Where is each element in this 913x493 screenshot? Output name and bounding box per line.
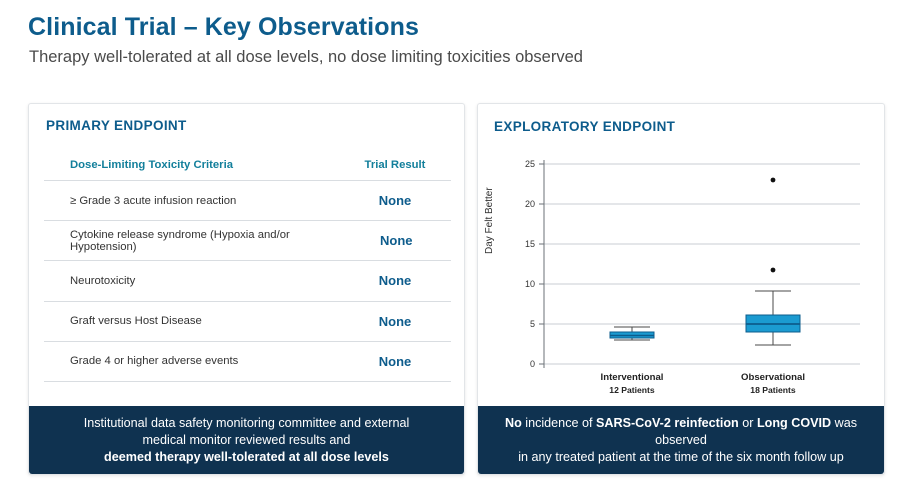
box-observational [746,178,800,345]
criteria-label: Cytokine release syndrome (Hypoxia and/or Hypotension) [70,228,290,253]
criteria-label: Neurotoxicity [70,274,136,287]
footer-line-2: in any treated patient at the time of the six month follow up [518,449,844,464]
footer-line-3: deemed therapy well-tolerated at all dose levels [104,449,389,464]
outlier-point [771,268,776,273]
svg-text:10: 10 [524,279,535,289]
footer-text-2: or [738,415,757,430]
table-header-row [44,159,451,181]
criteria-label: ≥ Grade 3 acute infusion reaction [70,194,237,207]
table-row [44,181,451,221]
footer-text-1: incidence of [521,415,596,430]
result-value: None [378,193,412,209]
result-value: None [378,273,412,289]
svg-text:5: 5 [529,319,535,329]
exploratory-endpoint-heading: EXPLORATORY ENDPOINT [494,119,676,134]
column-header-result: Trial Result [364,159,426,171]
exploratory-endpoint-footer [478,406,884,474]
footer-emphasis-no: No [504,415,522,430]
criteria-label: Grade 4 or higher adverse events [70,355,239,368]
table-row [44,221,451,261]
footer-emphasis-sars: SARS-CoV-2 reinfection [596,415,739,430]
result-value: None [380,233,413,249]
exploratory-endpoint-panel [477,103,885,475]
svg-text:0: 0 [529,359,535,369]
table-row [44,302,451,342]
result-value: None [378,313,412,329]
footer-text-3: was observed [655,415,858,447]
box-plot-chart [484,146,872,396]
criteria-label: Graft versus Host Disease [70,315,202,328]
page-subtitle: Therapy well-tolerated at all dose levels, no dose limiting toxicities observed [29,48,583,66]
result-value: None [378,353,412,369]
chart-svg [492,146,872,396]
page-title: Clinical Trial – Key Observations [28,13,419,41]
x-category-sublabel: 18 Patients [750,385,796,395]
footer-line-2: medical monitor reviewed results and [142,432,351,447]
dlt-table [44,159,451,382]
exploratory-endpoint-footer-text [496,415,866,466]
primary-endpoint-panel [28,103,465,475]
footer-line-1: Institutional data safety monitoring committee and external [83,415,410,430]
svg-text:20: 20 [524,199,535,209]
box-interventional [610,327,654,340]
y-axis-label: Day Felt Better [484,187,495,254]
x-category-sublabel: 12 Patients [609,385,655,395]
x-category-label: Interventional [600,372,664,383]
table-row [44,342,451,382]
table-row [44,261,451,301]
primary-endpoint-heading: PRIMARY ENDPOINT [46,118,187,133]
x-category-interventional [572,372,692,397]
footer-emphasis-longcovid: Long COVID [756,415,832,430]
column-header-criteria: Dose-Limiting Toxicity Criteria [70,159,233,171]
outlier-point [771,178,776,183]
svg-text:15: 15 [524,239,535,249]
svg-text:25: 25 [524,159,535,169]
x-category-label: Observational [741,372,805,383]
primary-endpoint-footer [29,406,464,474]
primary-endpoint-footer-text [84,415,410,466]
x-category-observational [713,372,833,397]
